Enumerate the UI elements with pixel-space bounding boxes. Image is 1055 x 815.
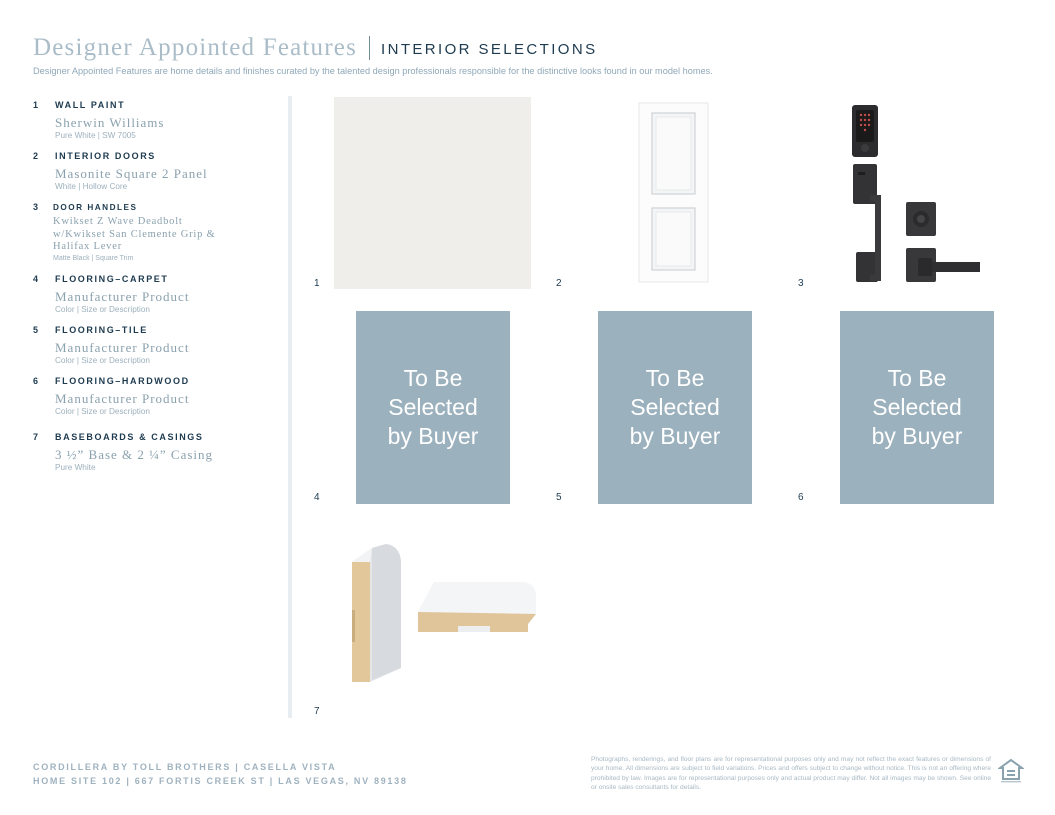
interior-door-image	[638, 102, 710, 284]
item-details: Matte Black | Square Trim	[53, 254, 134, 262]
item-details: Color | Size or Description	[55, 356, 150, 365]
selection-item-baseboards-casings	[33, 432, 283, 472]
title-divider	[369, 36, 370, 60]
item-number: 1	[33, 100, 39, 110]
page-header	[33, 34, 1023, 76]
item-product: Masonite Square 2 Panel	[55, 166, 208, 181]
page-title: Designer Appointed Features	[33, 34, 358, 61]
item-category: FLOORING–TILE	[55, 325, 148, 335]
tile-number-4: 4	[314, 492, 320, 503]
selection-item-flooring-hardwood	[33, 376, 283, 416]
item-product: Manufacturer Product	[55, 340, 190, 355]
tile-number-5: 5	[556, 492, 562, 503]
equal-housing-opportunity-icon	[998, 758, 1024, 784]
selection-item-door-handles	[33, 202, 283, 262]
item-category: BASEBOARDS & CASINGS	[55, 432, 204, 442]
carpet-placeholder-box	[356, 311, 510, 504]
item-product: Manufacturer Product	[55, 391, 190, 406]
hardwood-placeholder-box	[840, 311, 994, 504]
buyer-selection-text: To Be Selected by Buyer	[387, 365, 479, 449]
tile-number-6: 6	[798, 492, 804, 503]
community-info	[33, 760, 408, 788]
item-details: Pure White | SW 7005	[55, 131, 136, 140]
door-handle-set-image	[846, 102, 986, 286]
intro-text: Designer Appointed Features are home details and finishes curated by the talented design professionals responsible for the distinctive looks found in our model homes.	[33, 66, 713, 76]
item-details: Color | Size or Description	[55, 305, 150, 314]
item-product: 3 ½” Base & 2 ¼” Casing	[55, 447, 214, 462]
buyer-selection-text: To Be Selected by Buyer	[871, 365, 963, 449]
tile-number-3: 3	[798, 278, 804, 289]
item-number: 2	[33, 151, 39, 161]
item-product: Manufacturer Product	[55, 289, 190, 304]
home-site-address: HOME SITE 102 | 667 FORTIS CREEK ST | LAS VEGAS, NV 89138	[33, 776, 408, 786]
tile-number-1: 1	[314, 278, 320, 289]
item-number: 7	[33, 432, 39, 442]
selection-item-flooring-carpet	[33, 274, 283, 314]
item-number: 4	[33, 274, 39, 284]
item-number: 6	[33, 376, 39, 386]
page-subtitle: INTERIOR SELECTIONS	[381, 41, 598, 58]
selection-item-interior-doors	[33, 151, 283, 191]
item-product: Kwikset Z Wave Deadbolt w/Kwikset San Clemente Grip & Halifax Lever	[53, 216, 216, 252]
buyer-selection-text: To Be Selected by Buyer	[629, 365, 721, 449]
tile-number-7: 7	[314, 706, 320, 717]
tile-placeholder-box	[598, 311, 752, 504]
item-product: Sherwin Williams	[55, 115, 165, 130]
item-category: INTERIOR DOORS	[55, 151, 156, 161]
item-category: FLOORING–HARDWOOD	[55, 376, 190, 386]
selection-item-flooring-tile	[33, 325, 283, 365]
title-row	[33, 34, 1023, 62]
item-number: 5	[33, 325, 39, 335]
community-name: CORDILLERA BY TOLL BROTHERS | CASELLA VISTA	[33, 762, 337, 772]
wall-paint-swatch	[334, 97, 531, 289]
item-details: Color | Size or Description	[55, 407, 150, 416]
item-category: FLOORING–CARPET	[55, 274, 169, 284]
tile-number-2: 2	[556, 278, 562, 289]
baseboard-casing-image	[348, 540, 540, 685]
item-category: DOOR HANDLES	[53, 203, 138, 212]
item-details: Pure White	[55, 463, 96, 472]
item-number: 3	[33, 202, 39, 212]
legal-disclaimer: Photographs, renderings, and floor plans are for representational purposes only and may not reflect the exact features or dimensions of your home. All dimensions are subject to field variations. Prices and offers subject to change without notice. This is not an offering where prohibited by law. Images are for representational purposes only and actual product may differ. Not all images may be shown. See online or onsite sales consultants for details.	[591, 756, 991, 792]
sidebar-divider	[288, 96, 292, 718]
item-details: White | Hollow Core	[55, 182, 128, 191]
item-category: WALL PAINT	[55, 100, 126, 110]
selection-item-wall-paint	[33, 100, 283, 140]
